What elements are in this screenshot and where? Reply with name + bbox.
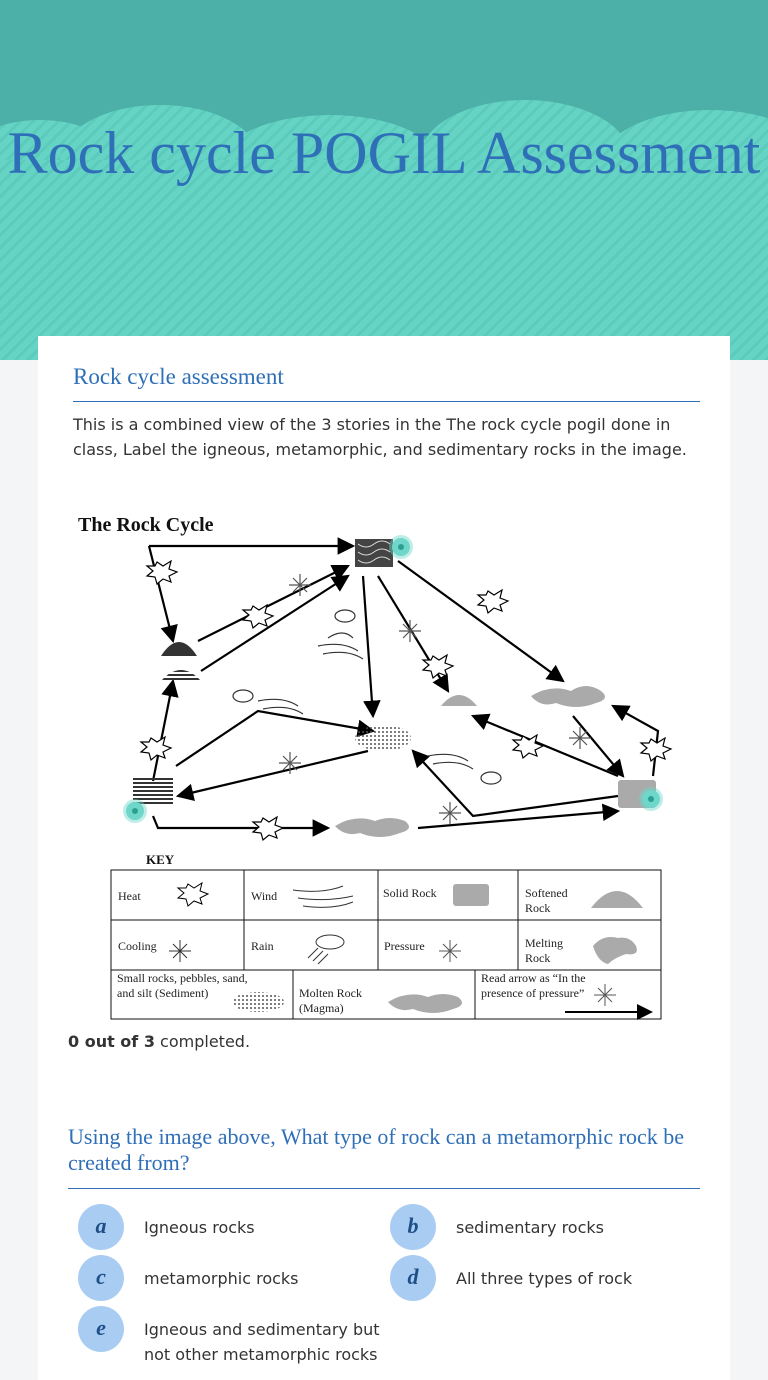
magma-icon xyxy=(335,818,409,837)
key-magma-label: Molten Rock (Magma) xyxy=(299,986,362,1015)
key-solid-rock-label: Solid Rock xyxy=(383,886,437,900)
rock-cycle-figure xyxy=(73,506,693,1030)
option-e-badge[interactable]: e xyxy=(78,1306,124,1352)
option-b-badge[interactable]: b xyxy=(390,1204,436,1250)
key-cooling-label: Cooling xyxy=(118,939,157,953)
worksheet-card xyxy=(38,336,730,1380)
section-instructions: This is a combined view of the 3 stories in the The rock cycle pogil done in class, Label the igneous, metamorphic, and sedimentary rocks in the image. xyxy=(73,415,687,459)
header-banner xyxy=(0,0,768,360)
key-wind-label: Wind xyxy=(251,889,278,903)
key-softened-rock-label: Softened Rock xyxy=(525,886,568,915)
softened-rock-icon xyxy=(161,642,197,656)
question-divider xyxy=(68,1188,700,1189)
progress-suffix: completed. xyxy=(154,1032,251,1051)
section-title: Rock cycle assessment xyxy=(73,364,284,389)
section-divider xyxy=(73,401,700,402)
key-sediment-label: Small rocks, pebbles, sand, and silt (Sediment) xyxy=(117,971,248,1000)
melting-rock-icon xyxy=(531,686,605,707)
key-arrow-note: Read arrow as “In the presence of pressure” xyxy=(481,971,586,1000)
option-e-text[interactable]: Igneous and sedimentary but not other metamorphic rocks xyxy=(144,1320,380,1364)
sediment-icon xyxy=(355,725,411,751)
option-a-text[interactable]: Igneous rocks xyxy=(144,1218,255,1237)
page-title: Rock cycle POGIL Assessment xyxy=(7,120,761,186)
cloud-shape xyxy=(0,160,768,360)
key-title: KEY xyxy=(146,852,175,867)
rock-cycle-diagram xyxy=(73,506,693,1026)
diagram-title: The Rock Cycle xyxy=(78,514,214,536)
label-hotspot-sedimentary[interactable] xyxy=(126,802,144,820)
striped-rock-icon xyxy=(161,670,201,681)
key-pressure-label: Pressure xyxy=(384,939,425,953)
key-melting-rock-label: Melting Rock xyxy=(525,936,563,965)
softened-gray-icon xyxy=(441,695,477,706)
question-title: Using the image above, What type of rock can a metamorphic rock be created from? xyxy=(68,1124,684,1175)
key-rain-label: Rain xyxy=(251,939,274,953)
key-heat-label: Heat xyxy=(118,889,141,903)
option-d-badge[interactable]: d xyxy=(390,1255,436,1301)
label-hotspot-metamorphic[interactable] xyxy=(392,538,410,556)
option-c-badge[interactable]: c xyxy=(78,1255,124,1301)
metamorphic-rock-icon xyxy=(355,539,393,567)
option-a-badge[interactable]: a xyxy=(78,1204,124,1250)
option-b-text[interactable]: sedimentary rocks xyxy=(456,1218,604,1237)
rock-icons xyxy=(133,539,656,837)
option-d-text[interactable]: All three types of rock xyxy=(456,1269,633,1288)
option-c-text[interactable]: metamorphic rocks xyxy=(144,1269,299,1288)
sedimentary-rock-icon xyxy=(133,776,173,804)
label-hotspot-igneous[interactable] xyxy=(642,790,660,808)
progress-status xyxy=(68,1032,250,1051)
progress-count: 0 out of 3 xyxy=(68,1032,155,1051)
